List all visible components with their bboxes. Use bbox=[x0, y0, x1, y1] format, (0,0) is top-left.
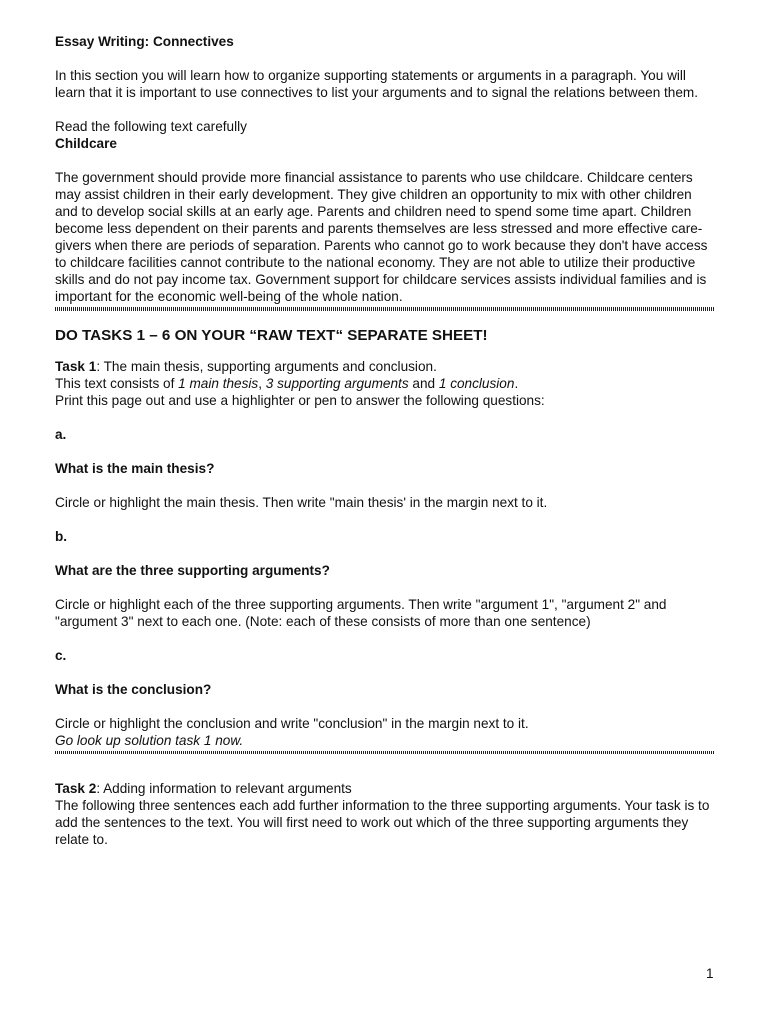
task1-text: , bbox=[258, 376, 266, 391]
answer-a: Circle or highlight the main thesis. Then write "main thesis' in the margin next to it. bbox=[55, 495, 548, 510]
document-page bbox=[55, 33, 715, 848]
task1-line2 bbox=[55, 375, 715, 392]
task2-body: The following three sentences each add further information to the three supporting arguments. Your task is to add the sentences to the text. You will first need to work out which of the three supporting arguments they relate to. bbox=[55, 798, 710, 847]
solution-note bbox=[55, 732, 715, 749]
task1-title: : The main thesis, supporting arguments and conclusion. bbox=[96, 359, 437, 374]
answer-b: Circle or highlight each of the three supporting arguments. Then write "argument 1", "argument 2" and "argument 3" next to each one. (Note: each of these consists of more than one sentence) bbox=[55, 597, 667, 629]
question-c-label: c. bbox=[55, 648, 67, 663]
question-b-label: b. bbox=[55, 529, 68, 544]
question-a-label: a. bbox=[55, 427, 67, 442]
page-title: Essay Writing: Connectives bbox=[55, 34, 234, 49]
task1-text: . bbox=[514, 376, 519, 391]
task1-supporting-args: 3 supporting arguments bbox=[265, 376, 409, 391]
text-title: Childcare bbox=[55, 136, 117, 151]
divider bbox=[55, 307, 715, 311]
question-c: What is the conclusion? bbox=[55, 682, 212, 697]
task1-label: Task 1 bbox=[55, 359, 97, 374]
task1-text: This text consists of bbox=[55, 376, 179, 391]
task1-text: and bbox=[408, 376, 439, 391]
task1-heading bbox=[55, 358, 715, 375]
question-a: What is the main thesis? bbox=[55, 461, 215, 476]
task2-label: Task 2 bbox=[55, 781, 97, 796]
question-b: What are the three supporting arguments? bbox=[55, 563, 330, 578]
read-instruction: Read the following text carefully bbox=[55, 119, 247, 134]
answer-c: Circle or highlight the conclusion and write "conclusion" in the margin next to it. bbox=[55, 716, 529, 731]
childcare-text: The government should provide more financial assistance to parents who use childcare. Childcare centers may assist children in their early development. They give children an opportunity to mix with other children and to develop social skills at an early age. Parents and children need to spend some time apart. Children become less dependent on their parents and parents themselves are less stressed and more effective care-givers when there are periods of separation. Parents who cannot go to work because they don't have access to childcare facilities cannot contribute to the national economy. They are not able to utilize their productive skills and do not pay income tax. Government support for childcare services assists individual families and is important for the economic well-being of the whole nation. bbox=[55, 170, 708, 304]
task1-conclusion: 1 conclusion bbox=[438, 376, 515, 391]
task2-title: : Adding information to relevant arguments bbox=[96, 781, 352, 796]
intro-paragraph: In this section you will learn how to organize supporting statements or arguments in a paragraph. You will learn that it is important to use connectives to list your arguments and to signal the relations between them. bbox=[55, 68, 699, 100]
solution-text: Go look up solution task 1 now. bbox=[55, 733, 244, 748]
tasks-heading: DO TASKS 1 – 6 ON YOUR “RAW TEXT“ SEPARATE SHEET! bbox=[55, 327, 488, 344]
page-number: 1 bbox=[706, 966, 714, 981]
task1-main-thesis: 1 main thesis bbox=[178, 376, 259, 391]
task2-heading bbox=[55, 780, 715, 797]
task1-line3: Print this page out and use a highlighter or pen to answer the following questions: bbox=[55, 393, 545, 408]
